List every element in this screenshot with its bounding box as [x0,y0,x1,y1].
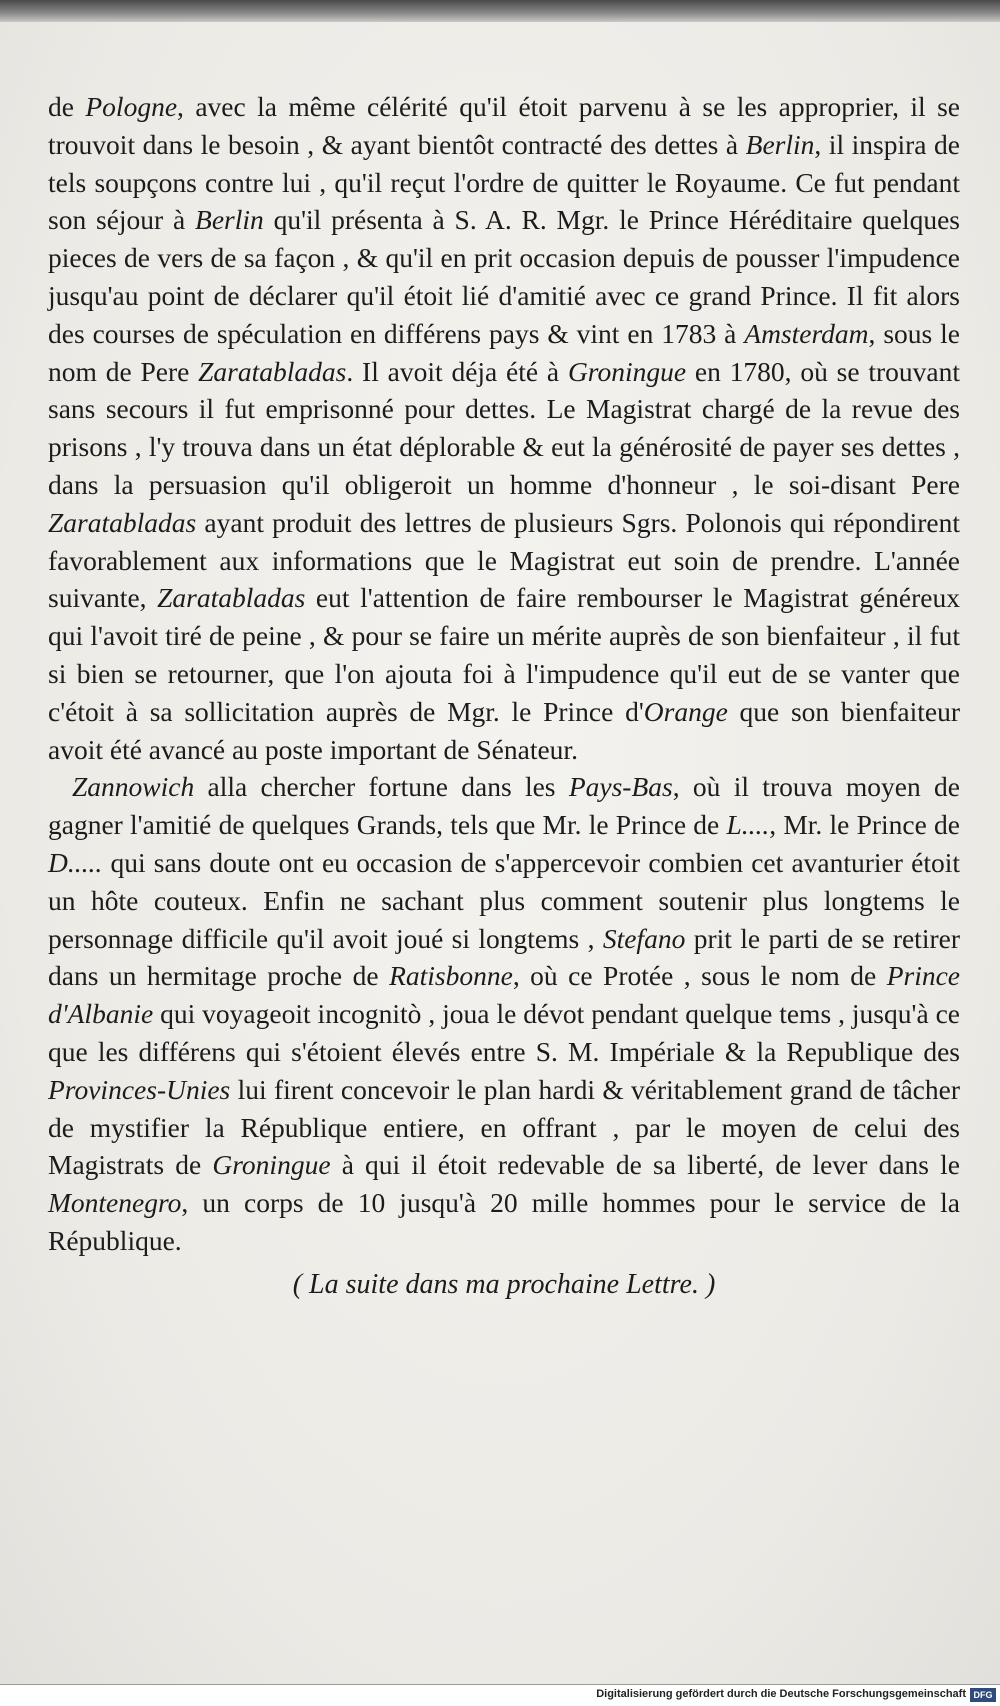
italic-segment: Prince d'Albanie [48,960,960,1030]
text-segment: , sous le nom de Pere [48,317,960,387]
italic-segment: Zannowich [72,771,195,803]
continued-note: ( La suite dans ma prochaine Lettre. ) [292,1268,716,1300]
italic-segment: Berlin [745,128,815,160]
text-segment: , où il trouva moyen de gagner l'amitié de quelques Grands, tels que Mr. le Prince de [48,771,960,841]
text-segment: , il inspira de tels soupçons contre lui , qu'il reçut l'ordre de quitter le Royaume. Ce fut pendant son séjour à [48,128,960,236]
text-segment: de [48,91,86,122]
dfg-logo-icon: DFG [970,1688,996,1702]
text-segment: lui firent concevoir le plan hardi & véritablement grand de tâcher de mystifier la République entiere, en offrant , par le moyen de celui des Magistrats de [48,1073,960,1181]
scan-top-edge [0,0,1000,22]
italic-segment: Zaratabladas [157,582,306,614]
page-text [48,88,960,1332]
italic-segment: Provinces-Unies [48,1073,231,1105]
italic-segment: Pologne [85,91,178,122]
italic-segment: D..... [48,846,103,878]
italic-segment: Zaratabladas [198,355,347,387]
text-segment: , Mr. le Prince de [769,809,960,841]
italic-segment: Groningue [567,355,687,387]
italic-segment: Berlin [195,204,264,236]
paragraph-2 [48,768,960,1259]
text-segment: prit le parti de se retirer dans un hermitage proche de [48,922,960,992]
text-segment: , un corps de 10 jusqu'à 20 mille hommes pour le service de la République. [48,1187,960,1256]
text-segment: alla chercher fortune dans les [194,771,569,803]
italic-segment: L.... [726,809,770,841]
scanned-page [0,22,1000,1684]
italic-segment: Stefano [602,922,686,954]
text-segment: , avec la même célérité qu'il étoit parvenu à se les approprier, il se trouvoit dans le besoin , & ayant bientôt contracté des dettes à [48,91,960,160]
text-segment: qui sans doute ont eu occasion de s'appercevoir combien cet avanturier étoit un hôte couteux. Enfin ne sachant plus comment soutenir plus longtems le personnage difficile qu'il avoit joué si longtems , [48,846,960,954]
italic-segment: Amsterdam [744,317,869,349]
text-segment: ayant produit des lettres de plusieurs Sgrs. Polonois qui répondirent favorablement aux informations que le Magistrat eut soin de prendre. L'année suivante, [48,506,960,614]
text-segment: à qui il étoit redevable de sa liberté, de lever dans le [330,1149,960,1181]
footer-bar [0,1685,1000,1706]
italic-segment: Orange [643,695,728,727]
italic-segment: Zaratabladas [48,506,197,538]
italic-segment: Ratisbonne [389,960,513,992]
text-segment: eut l'attention de faire rembourser le Magistrat généreux qui l'avoit tiré de peine , & pour se faire un mérite auprès de son bienfaiteur , il fut si bien se retourner, que l'on ajouta foi à l'impudence qu'il eut de se vanter que c'étoit à sa sollicitation auprès de Mgr. le Prince d' [48,582,960,727]
italic-segment: Montenegro [48,1187,182,1219]
text-segment: . Il avoit déja été à [346,355,568,387]
text-segment: que son bienfaiteur avoit été avancé au poste important de Sénateur. [48,695,961,765]
funding-notice: Digitalisierung gefördert durch die Deutsche Forschungsgemeinschaft [596,1688,966,1700]
italic-segment: Pays-Bas [568,771,673,803]
text-segment: qui voyageoit incognitò , joua le dévot pendant quelque tems , jusqu'à ce que les différens qui s'étoient élevés entre S. M. Impériale & la Republique des [48,998,960,1067]
text-segment: qu'il présenta à S. A. R. Mgr. le Prince Héréditaire quelques pieces de vers de sa façon , & qu'il en prit occasion depuis de pousser l'impudence jusqu'au point de déclarer qu'il étoit lié d'amitié avec ce grand Prince. Il fit alors des courses de spéculation en différens pays & vint en 1783 à [48,204,960,349]
text-segment: , où ce Protée , sous le nom de [512,960,887,992]
italic-segment: Groningue [212,1149,331,1181]
paragraph-1 [48,88,960,768]
text-segment: en 1780, où se trouvant sans secours il fut emprisonné pour dettes. Le Magistrat chargé de la revue des prisons , l'y trouva dans un état déplorable & eut la générosité de payer ses dettes , dans la persuasion qu'il obligeroit un homme d'honneur , le soi-disant Pere [48,355,960,500]
